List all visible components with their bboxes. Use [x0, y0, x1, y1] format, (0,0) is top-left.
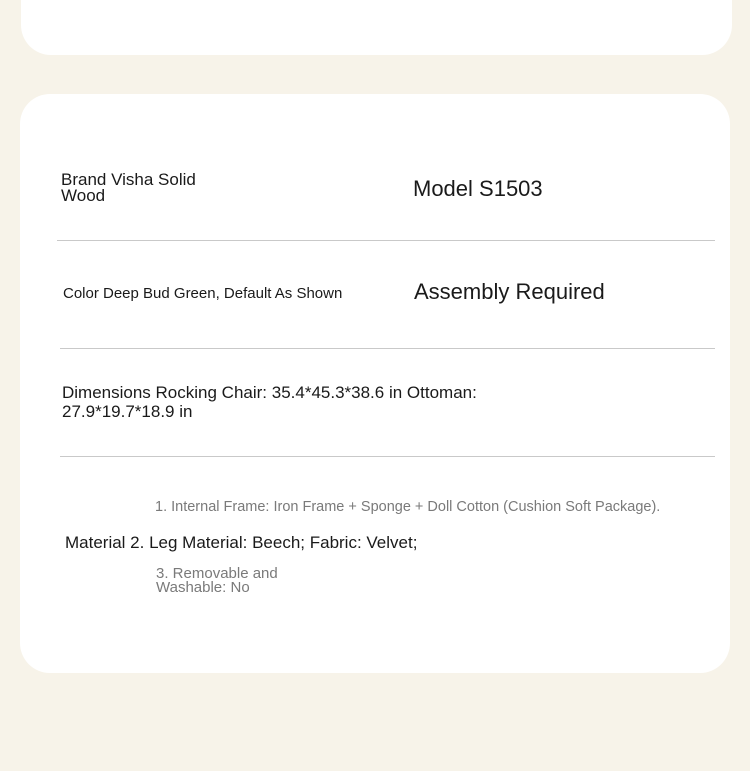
dimensions-spec: Dimensions Rocking Chair: 35.4*45.3*38.6 in Ottoman: 27.9*19.7*18.9 in [62, 383, 477, 421]
material-spec: Material 2. Leg Material: Beech; Fabric: Velvet; [65, 533, 418, 552]
brand-spec: Brand Visha Solid Wood [61, 170, 196, 205]
color-spec: Color Deep Bud Green, Default As Shown [63, 285, 343, 302]
material-line-3: 3. Removable and Washable: No [156, 565, 278, 596]
assembly-spec: Assembly Required [414, 279, 605, 304]
material-line-1: 1. Internal Frame: Iron Frame + Sponge + Doll Cotton (Cushion Soft Package). [155, 499, 661, 515]
specifications-card [20, 94, 730, 673]
divider [57, 240, 715, 241]
previous-card [21, 0, 732, 55]
model-spec: Model S1503 [413, 176, 543, 201]
divider [60, 348, 715, 349]
divider [60, 456, 715, 457]
